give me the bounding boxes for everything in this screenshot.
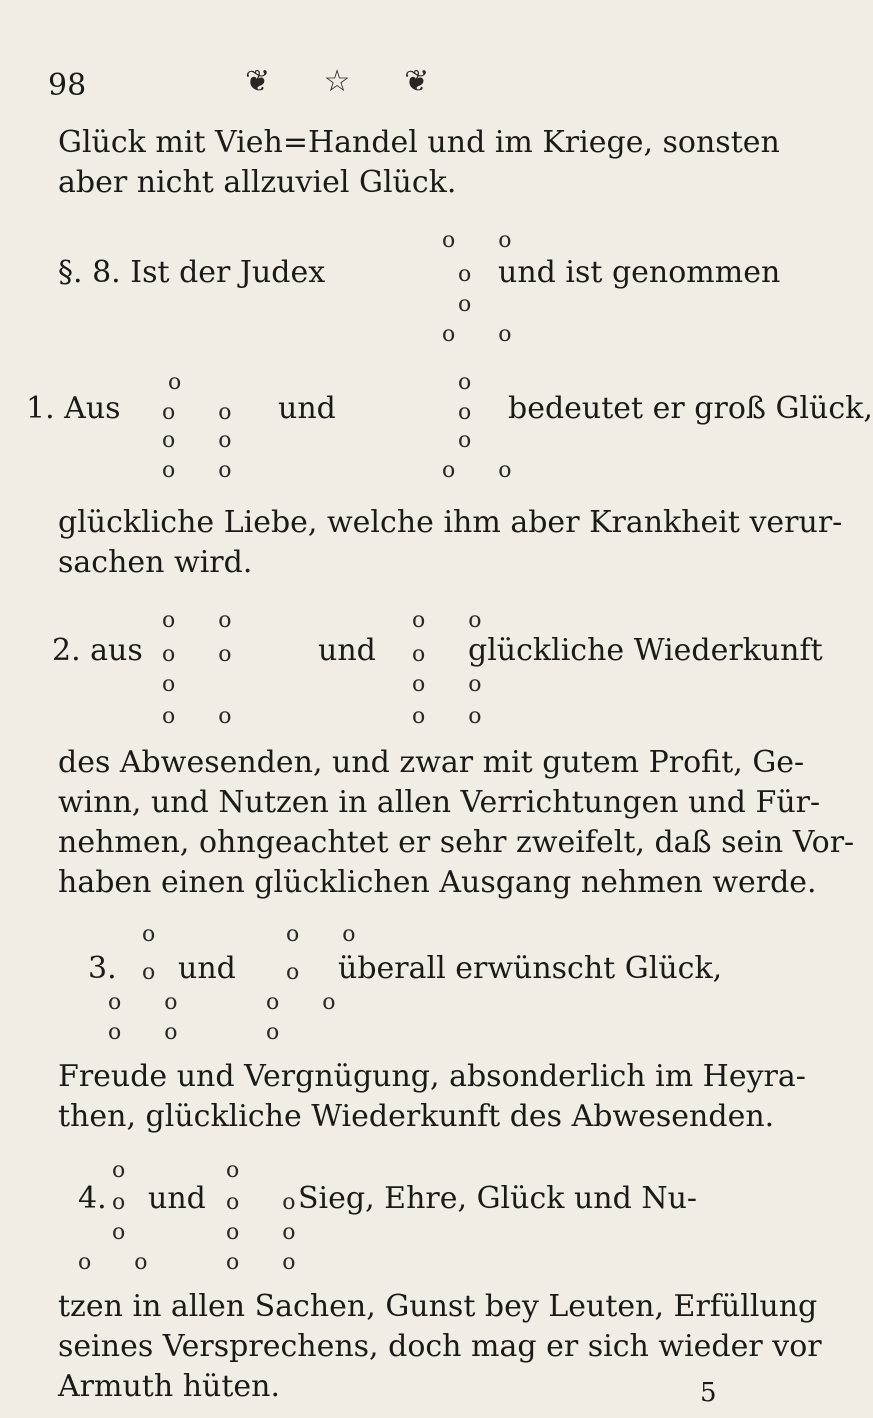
- geomantic-figure-right: o o: [226, 1220, 314, 1245]
- geomantic-figure-left: o: [112, 1190, 144, 1215]
- geomantic-figure-left: o o: [162, 704, 250, 729]
- entry-2-and: und: [318, 633, 376, 668]
- geomantic-figure-left: o o: [162, 400, 250, 425]
- geomantic-figure-right: o: [458, 400, 490, 425]
- entry-2-cont-4: haben einen glücklichen Ausgang nehmen werde.: [58, 865, 817, 900]
- entry-1-cont-1: glückliche Liebe, welche ihm aber Krankheit verur-: [58, 505, 843, 540]
- geomantic-figure-right: o: [286, 960, 318, 985]
- geomantic-figure-left: o o: [162, 608, 250, 633]
- entry-3-tail: überall erwünscht Glück,: [338, 951, 723, 986]
- geomantic-figure-left: o: [112, 1158, 144, 1183]
- geomantic-figure-left: o o: [162, 642, 250, 667]
- geomantic-figure-right: o: [458, 428, 490, 453]
- geomantic-figure-right: o: [458, 370, 490, 395]
- geomantic-figure: o: [458, 292, 490, 317]
- header-ornament: ❦ ☆ ❦: [245, 64, 452, 99]
- entry-4-cont-1: tzen in allen Sachen, Gunst bey Leuten, Erfüllung: [58, 1289, 818, 1324]
- entry-4-number: 4.: [78, 1181, 107, 1216]
- entry-3-cont-1: Freude und Vergnügung, absonderlich im Heyra-: [58, 1059, 806, 1094]
- entry-1-and: und: [278, 391, 336, 426]
- geomantic-figure-right: o: [266, 1020, 298, 1045]
- geomantic-figure-left: o o: [162, 458, 250, 483]
- entry-2-cont-3: nehmen, ohngeachtet er sehr zweifelt, daß sein Vor-: [58, 825, 855, 860]
- intro-line-1: Glück mit Vieh=Handel und im Kriege, sonsten: [58, 125, 780, 160]
- entry-4-tail: Sieg, Ehre, Glück und Nu-: [298, 1181, 698, 1216]
- entry-3-and: und: [178, 951, 236, 986]
- geomantic-figure-right: o o: [412, 704, 500, 729]
- geomantic-figure-left: o o: [108, 1020, 196, 1045]
- geomantic-figure-right: o o: [226, 1250, 314, 1275]
- section-8-tail: und ist genommen: [498, 255, 781, 290]
- geomantic-figure-right: o: [226, 1158, 258, 1183]
- entry-2-lead: 2. aus: [52, 633, 143, 668]
- entry-1-lead: 1. Aus: [26, 391, 121, 426]
- geomantic-figure: o o: [442, 228, 530, 253]
- geomantic-figure: o: [458, 262, 490, 287]
- geomantic-figure-right: o o: [412, 608, 500, 633]
- entry-2-cont-1: des Abwesenden, und zwar mit gutem Profit, Ge-: [58, 745, 805, 780]
- geomantic-figure-right: o o: [286, 922, 374, 947]
- geomantic-figure-left: o o: [162, 428, 250, 453]
- geomantic-figure-left: o: [162, 672, 194, 697]
- entry-1-cont-2: sachen wird.: [58, 545, 253, 580]
- signature-mark: 5: [700, 1378, 717, 1408]
- geomantic-figure-right: o o: [266, 990, 354, 1015]
- entry-1-tail: bedeutet er groß Glück,: [508, 391, 873, 426]
- section-8-lead: §. 8. Ist der Judex: [58, 255, 326, 290]
- geomantic-figure-right: o o: [226, 1190, 314, 1215]
- entry-2-cont-2: winn, und Nutzen in allen Verrichtungen und Für-: [58, 785, 821, 820]
- entry-3-cont-2: then, glückliche Wiederkunft des Abwesenden.: [58, 1099, 775, 1134]
- entry-4-cont-3: Armuth hüten.: [58, 1369, 280, 1404]
- page-number: 98: [48, 68, 87, 103]
- geomantic-figure: o o: [442, 322, 530, 347]
- geomantic-figure-right: o o: [412, 672, 500, 697]
- intro-line-2: aber nicht allzuviel Glück.: [58, 165, 457, 200]
- geomantic-figure-left: o: [142, 922, 174, 947]
- geomantic-figure-left: o: [142, 960, 174, 985]
- geomantic-figure-left: o: [168, 370, 200, 395]
- entry-4-cont-2: seines Versprechens, doch mag er sich wieder vor: [58, 1329, 822, 1364]
- entry-3-number: 3.: [88, 951, 117, 986]
- geomantic-figure-left: o: [112, 1220, 144, 1245]
- geomantic-figure-right: o o: [442, 458, 530, 483]
- geomantic-figure-left: o o: [78, 1250, 166, 1275]
- geomantic-figure-right: o: [412, 642, 444, 667]
- entry-4-and: und: [148, 1181, 206, 1216]
- entry-2-tail: glückliche Wiederkunft: [468, 633, 823, 668]
- geomantic-figure-left: o o: [108, 990, 196, 1015]
